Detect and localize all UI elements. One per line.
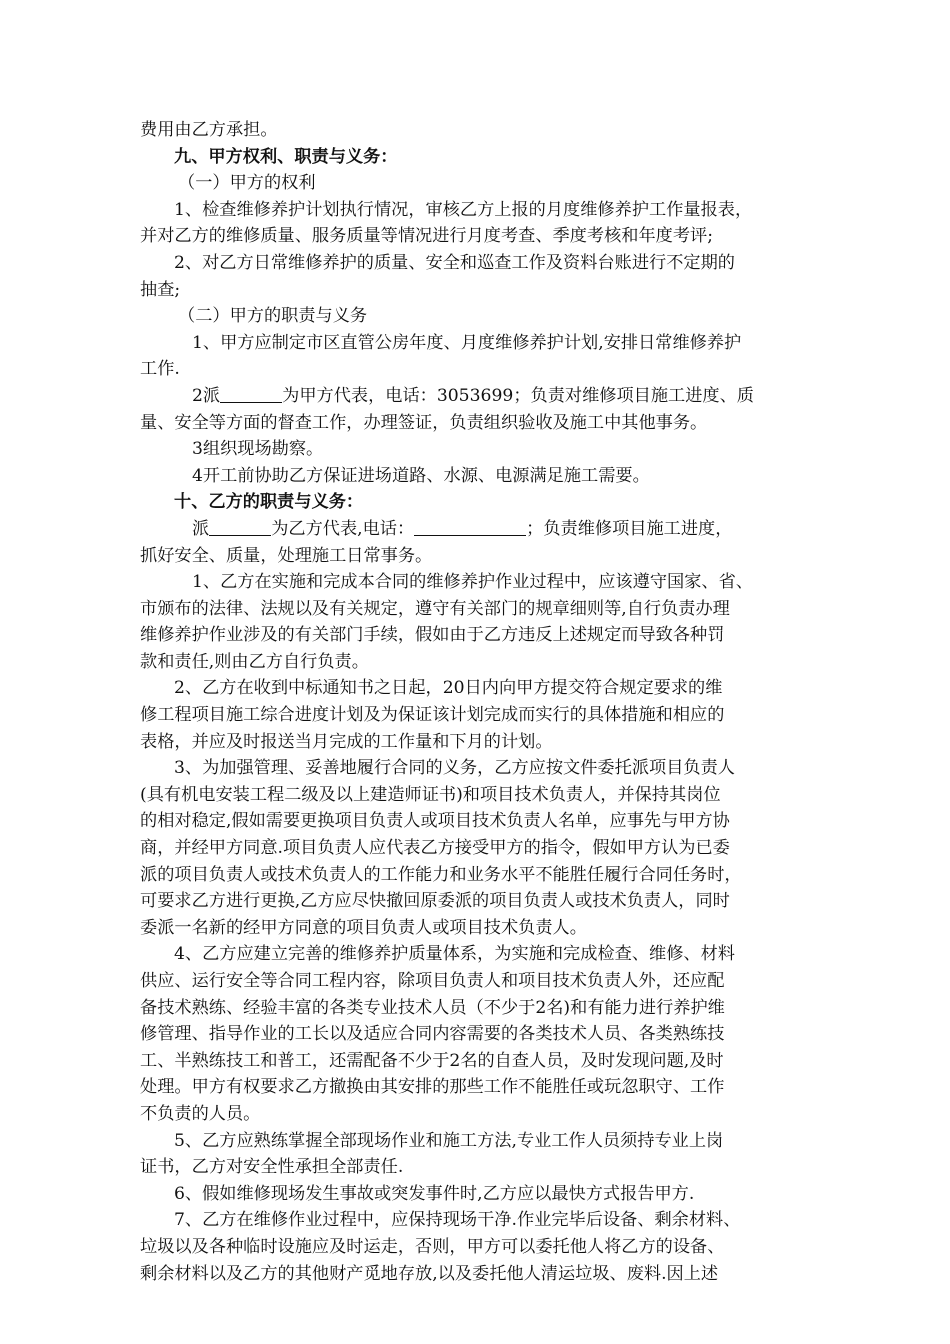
text-line: 不负责的人员。: [140, 1103, 261, 1124]
text-line: 维修养护作业涉及的有关部门手续，假如由于乙方违反上述规定而导致各种罚: [140, 625, 725, 646]
paragraph-line: 7、乙方在维修作业过程中，应保持现场干净.作业完毕后设备、剩余材料、: [174, 1210, 741, 1231]
text-line: 证书，乙方对安全性承担全部责任.: [140, 1157, 404, 1178]
text-line: 工、半熟练技工和普工，还需配备不少于2名的自查人员，及时发现问题,及时: [140, 1050, 724, 1071]
paragraph-line: 4开工前协助乙方保证进场道路、水源、电源满足施工需要。: [192, 465, 650, 486]
text-segment: ；负责维修项目施工进度，: [526, 518, 733, 539]
document-page: [140, 117, 830, 1287]
fill-in-blank: [220, 384, 282, 403]
text-line: 可要求乙方进行更换,乙方应尽快撤回原委派的项目负责人或技术负责人，同时: [140, 891, 730, 912]
text-line: 修工程项目施工综合进度计划及为保证该计划完成而实行的具体措施和相应的: [140, 705, 725, 726]
paragraph-line: 1、检查维修养护计划执行情况，审核乙方上报的月度维修养护工作量报表，: [174, 199, 753, 220]
section-heading-10: 十、乙方的职责与义务：: [174, 492, 364, 513]
text-line: 抽查;: [140, 279, 181, 300]
text-line: 市颁布的法律、法规以及有关规定，遵守有关部门的规章细则等,自行负责办理: [140, 598, 730, 619]
fill-in-blank: [209, 517, 271, 536]
text-line: 并对乙方的维修质量、服务质量等情况进行月度考查、季度考核和年度考评;: [140, 226, 713, 247]
paragraph-line: 4、乙方应建立完善的维修养护质量体系，为实施和完成检查、维修、材料: [174, 944, 735, 965]
paragraph-line-with-blanks: [140, 516, 830, 543]
text-line: 商，并经甲方同意.项目负责人应代表乙方接受甲方的指令，假如甲方认为已委: [140, 838, 730, 859]
text-line: 剩余材料以及乙方的其他财产觅地存放,以及委托他人清运垃圾、废料.因上述: [140, 1263, 719, 1284]
paragraph-line: 3组织现场勘察。: [192, 439, 324, 460]
text-line: 垃圾以及各种临时设施应及时运走，否则，甲方可以委托他人将乙方的设备、: [140, 1236, 725, 1257]
text-line: 量、安全等方面的督查工作，办理签证，负责组织验收及施工中其他事务。: [140, 412, 708, 433]
section-heading-9: 九、甲方权利、职责与义务：: [174, 146, 398, 167]
text-line: 抓好安全、质量，处理施工日常事务。: [140, 545, 433, 566]
paragraph-line: 2、乙方在收到中标通知书之日起，20日内向甲方提交符合规定要求的维: [174, 678, 723, 699]
text-line: 备技术熟练、经验丰富的各类专业技术人员（不少于2名)和有能力进行养护维: [140, 997, 725, 1018]
text-line: (具有机电安装工程二级及以上建造师证书)和项目技术负责人，并保持其岗位: [140, 784, 721, 805]
paragraph-line-with-blank: [140, 383, 830, 410]
text-line: 供应、运行安全等合同工程内容，除项目负责人和项目技术负责人外，还应配: [140, 971, 725, 991]
text-segment: 2派: [192, 385, 221, 406]
text-line: 处理。甲方有权要求乙方撤换由其安排的那些工作不能胜任或玩忽职守、工作: [140, 1077, 725, 1098]
text-segment: 为甲方代表，电话：3053699；负责对维修项目施工进度、质: [282, 385, 754, 406]
paragraph-line: 1、乙方在实施和完成本合同的维修养护作业过程中，应该遵守国家、省、: [192, 572, 753, 593]
paragraph-line: 5、乙方应熟练掌握全部现场作业和施工方法,专业工作人员须持专业上岗: [174, 1130, 724, 1151]
text-line: 费用由乙方承担。: [140, 120, 278, 140]
paragraph-line: 2、对乙方日常维修养护的质量、安全和巡查工作及资料台账进行不定期的: [174, 252, 735, 273]
subsection-heading: （二）甲方的职责与义务: [178, 306, 368, 327]
text-line: 工作.: [140, 359, 180, 380]
text-segment: 派: [192, 518, 210, 539]
paragraph-line: 6、假如维修现场发生事故或突发事件时,乙方应以最快方式报告甲方.: [174, 1183, 695, 1204]
paragraph-line: 3、为加强管理、妥善地履行合同的义务，乙方应按文件委托派项目负责人: [174, 758, 735, 779]
paragraph-line: 1、甲方应制定市区直管公房年度、月度维修养护计划,安排日常维修养护: [192, 332, 742, 353]
text-line: 派的项目负责人或技术负责人的工作能力和业务水平不能胜任履行合同任务时，: [140, 864, 742, 885]
text-line: 修管理、指导作业的工长以及适应合同内容需要的各类技术人员、各类熟练技: [140, 1024, 725, 1045]
subsection-heading: （一）甲方的权利: [178, 173, 316, 194]
text-line: 委派一名新的经甲方同意的项目负责人或项目技术负责人。: [140, 917, 587, 938]
text-segment: 为乙方代表,电话：: [271, 518, 415, 539]
text-line: 款和责任,则由乙方自行负责。: [140, 651, 369, 672]
text-line: 的相对稳定,假如需要更换项目负责人或项目技术负责人名单，应事先与甲方协: [140, 811, 730, 832]
text-line: 表格，并应及时报送当月完成的工作量和下月的计划。: [140, 731, 553, 752]
fill-in-blank: [414, 517, 526, 536]
